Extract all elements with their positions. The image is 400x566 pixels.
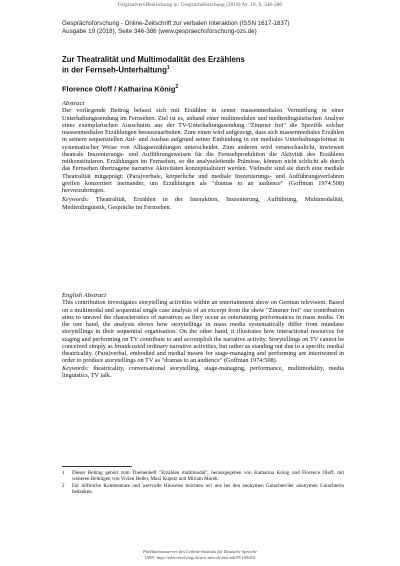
footnote-text: Dieser Beitrag gehört zum Themenheft "Erzählen multimodal", herausgegeben von Katharina König und Florence Oloff, mit weiteren Beiträgen von Vivien Heller, Maxi Kupetz und Miriam Morek. (72, 470, 344, 482)
keywords-en: theatricality, conversational storytelling, stage-managing, performance, multimodality, media linguistics, TV talk. (62, 364, 345, 379)
abstract-english (62, 292, 344, 379)
abstract-german (62, 100, 344, 211)
publication-note-line2: URN: http://nbn-resolving.de/urn:nbn:de:bsz:mh39-109265 (144, 554, 256, 560)
keywords-label-en: Keywords: (62, 364, 89, 372)
article-title (62, 55, 342, 75)
abstract-english-body (62, 299, 344, 364)
title-line2-text: in der Fernseh-Unterhaltung (62, 65, 167, 75)
abstract-english-part2: ordinary narrative activities, but rather as standing out due to a specific medial theatricality. (Para)verbal, embodied and medial means for stage-managing and performing are intertwined in order to produce storytellings on TV as "dramas to an audience" (Goffman 1974:508). (62, 342, 344, 365)
footnotes (62, 470, 344, 496)
abstract-german-keywords (62, 196, 344, 211)
abstract-english-emphasis: broadcasted (114, 342, 146, 350)
journal-header (62, 20, 342, 35)
abstract-english-part1: This contribution investigates storytelling activities within an entertainment show on German television. Based on a multimodal and sequential single case analysis of an excerpt from the show "Zimmer frei" our contribution aims to unravel the characteristics of narratives as they occur as entertaining performances in mass media. On the one hand, the analysis shows how storytellings in mass media systematically differ from mundane storytellings in their sequential organisation. On the other hand, it illustrates how interactional resources for staging and performing on TV contribute to and accomplish the narrative activity. Storytellings on TV cannot be conceived simply as (62, 299, 344, 350)
footnote-number: 1 (62, 470, 65, 476)
article-authors (62, 84, 342, 93)
abstract-german-body: Der vorliegende Beitrag befasst sich mit Erzählen in seiner massenmedialen Vermittlung in einer Unterhaltungssendung im Fernsehen. Ziel ist es, anhand einer multimodalen und medienlinguistischen Analyse eines exemplarischen Ausschnitts aus der TV-Unterhaltungssendung "Zimmer frei" die Spezifik solcher massenmedialen Erzählungen herauszuarbeiten. Zum einen wird aufgezeigt, dass sich massenmediales Erzählen in seinem sequenziellen Auf- und Ausbau aufgrund seiner Einbindung in ein mediales Unterhaltungsformat in systematischer Weise von Alltagserzählungen unterscheidet. Zum anderen wird veranschaulicht, inwieweit theatrale Inszenierungs- und Aufführungsweisen für die Fernsehproduktion die Aktivität des Erzählens mitkonstituieren. Erzählungen im Fernsehen, so die analyseleitende Prämisse, können nicht schlicht als durch das Fernsehen übertragene narrative Aktivitäten konzeptualisiert werden. Vielmehr sind sie durch eine mediale Theatralität mitgeprägt: (Para)verbale, körperliche und mediale Inszenierungs- und Aufführungsverfahren greifen konzertiert ineinander, um Erzählungen als "dramas to an audience" (Goffman 1974:508) hervorzubringen. (62, 107, 344, 194)
publication-note-line1: Publikationsserver des Leibniz-Instituts für Deutsche Sprache (143, 549, 257, 554)
abstract-english-keywords (62, 365, 344, 380)
abstract-english-heading: English Abstract (62, 292, 107, 299)
keywords-de: Theatralität, Erzählen in der Interaktion, Inszenierung, Aufführung, Multimodalität, Medienlinguistik, Gespräche im Fernsehen. (62, 196, 344, 211)
authors-footnote-mark: 2 (175, 84, 179, 90)
title-line2 (62, 64, 342, 75)
footnote-text: Für hilfreiche Kommentare und wertvolle Hinweise möchten wir uns bei den anonymen Gutachter/der anonymen Gutachterin bedanken. (72, 483, 344, 495)
footnote (62, 483, 344, 495)
keywords-label-de: Keywords: (62, 196, 89, 204)
title-footnote-mark: 1 (166, 65, 170, 72)
journal-header-line1: Gesprächsforschung - Online-Zeitschrift zur verbalen Interaktion (ISSN 1617-1837) (62, 20, 290, 27)
repository-mark: Originalveröffentlichung in: Gesprächsforschung (2018) Nr. 19, S. 346-386 (117, 2, 283, 8)
footnote-separator (62, 466, 132, 467)
footnote (62, 470, 344, 482)
publication-note (0, 549, 400, 560)
footnote-number: 2 (62, 483, 65, 489)
title-line1: Zur Theatralität und Multimodalität des Erzählens (62, 55, 245, 64)
journal-header-line2: Ausgabe 19 (2018), Seite 346-386 (www.gespraechsforschung-ozs.de) (62, 27, 257, 35)
authors-text: Florence Oloff / Katharina König (62, 84, 176, 94)
abstract-german-heading: Abstract (62, 100, 85, 107)
